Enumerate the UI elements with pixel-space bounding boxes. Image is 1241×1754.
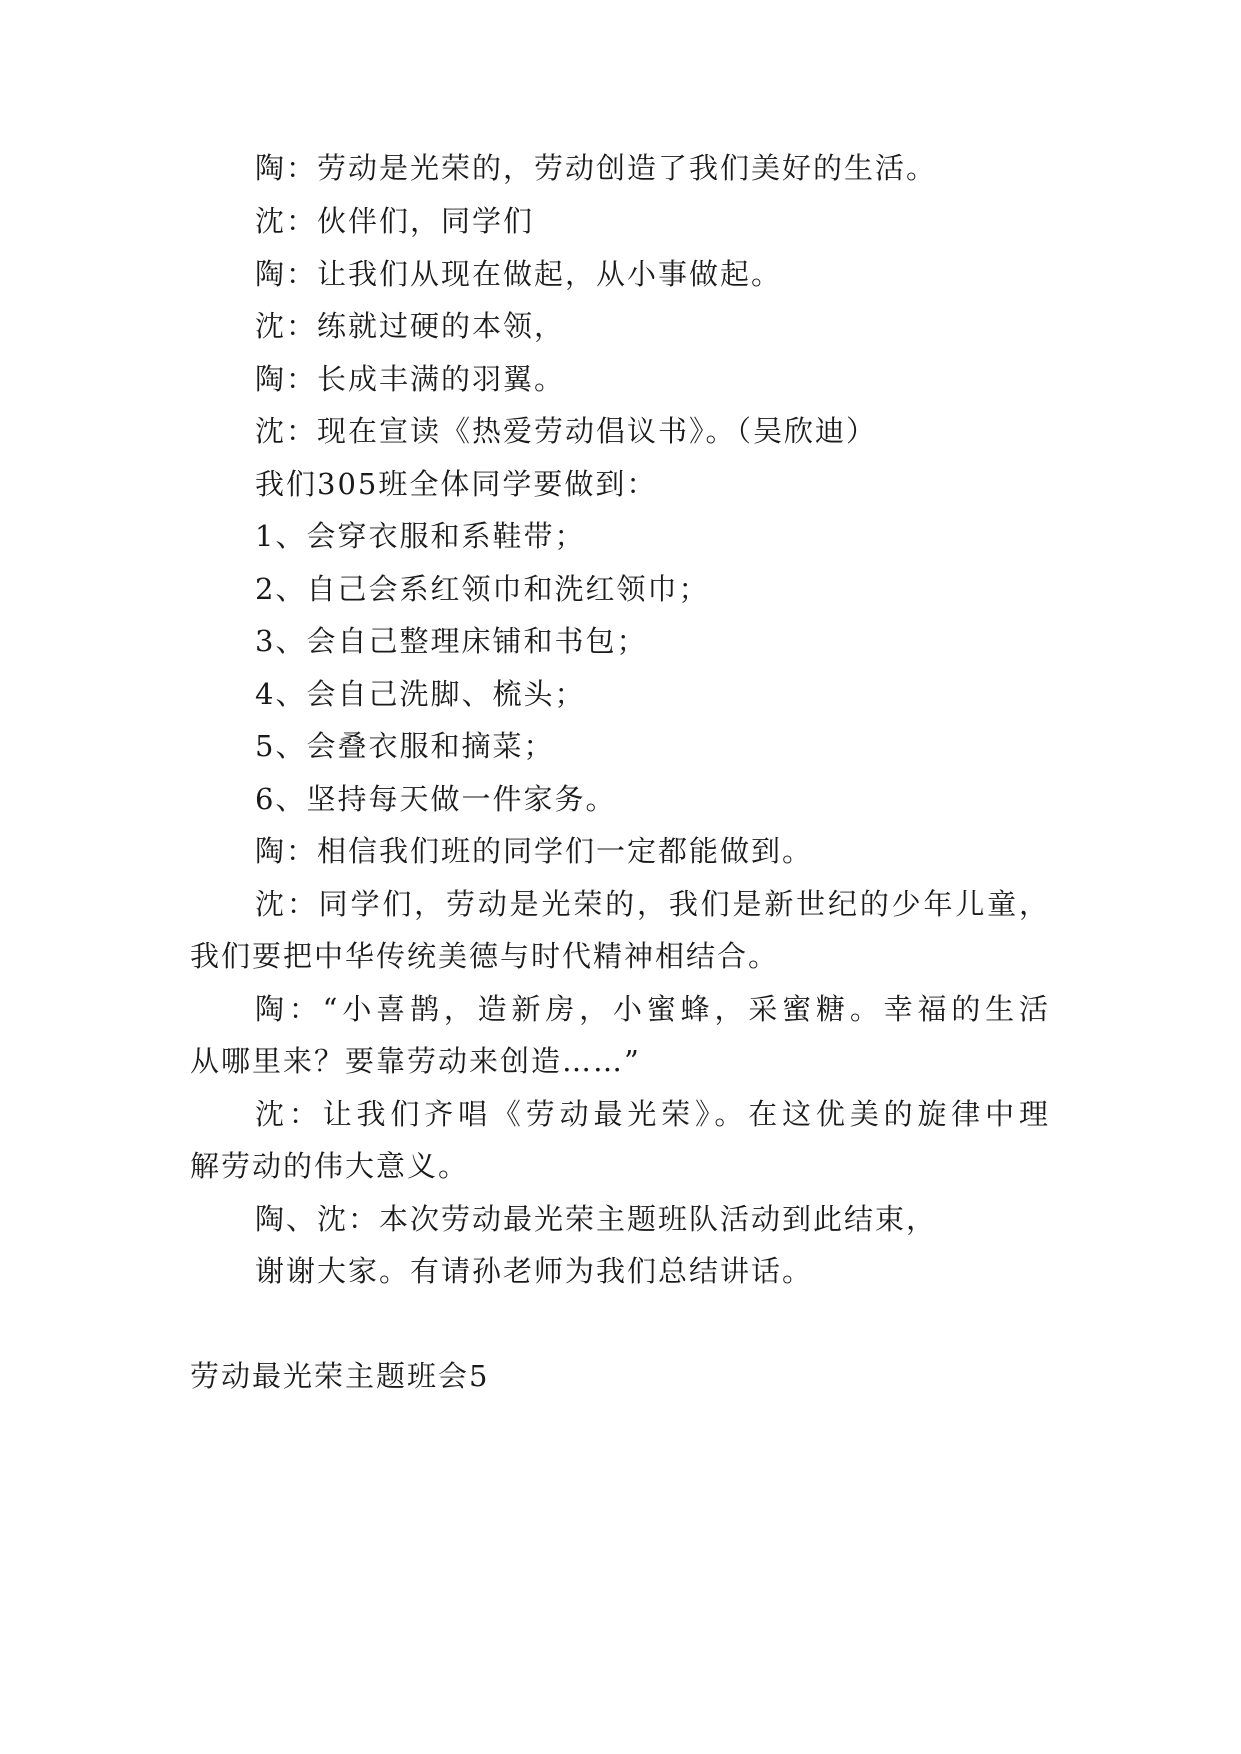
dialogue-continuation: 我们要把中华传统美德与时代精神相结合。 [190,939,780,973]
dialogue-continuation: 解劳动的伟大意义。 [190,1149,470,1183]
dialogue-line: 沈：伙伴们，同学们 [255,204,535,238]
dialogue-continuation: 从哪里来？要靠劳动来创造……” [190,1044,641,1078]
dialogue-line: 谢谢大家。有请孙老师为我们总结讲话。 [255,1254,814,1288]
dialogue-line: 沈：同学们，劳动是光荣的，我们是新世纪的少年儿童， [255,887,1050,921]
section-heading: 劳动最光荣主题班会5 [190,1359,490,1393]
list-item: 1、会穿衣服和系鞋带； [255,519,586,553]
dialogue-line: 沈：让我们齐唱《劳动最光荣》。在这优美的旋律中理 [255,1097,1050,1131]
dialogue-line: 陶：让我们从现在做起，从小事做起。 [255,257,783,291]
dialogue-line: 陶：长成丰满的羽翼。 [255,362,566,396]
dialogue-line: 陶、沈：本次劳动最光荣主题班队活动到此结束， [255,1202,938,1236]
list-item: 5、会叠衣服和摘菜； [255,729,555,763]
list-item: 6、坚持每天做一件家务。 [255,782,617,816]
dialogue-line: 沈：练就过硬的本领， [255,309,566,343]
list-item: 2、自己会系红领巾和洗红领巾； [255,572,710,606]
dialogue-line: 陶：相信我们班的同学们一定都能做到。 [255,834,814,868]
dialogue-line: 沈：现在宣读《热爱劳动倡议书》。（吴欣迪） [255,414,878,448]
list-item: 3、会自己整理床铺和书包； [255,624,648,658]
list-item: 4、会自己洗脚、梳头； [255,677,586,711]
dialogue-line: 陶：“小喜鹊，造新房，小蜜蜂，采蜜糖。幸福的生活 [255,992,1050,1026]
dialogue-line: 陶：劳动是光荣的，劳动创造了我们美好的生活。 [255,151,938,185]
paragraph-line: 我们305班全体同学要做到： [255,467,658,501]
